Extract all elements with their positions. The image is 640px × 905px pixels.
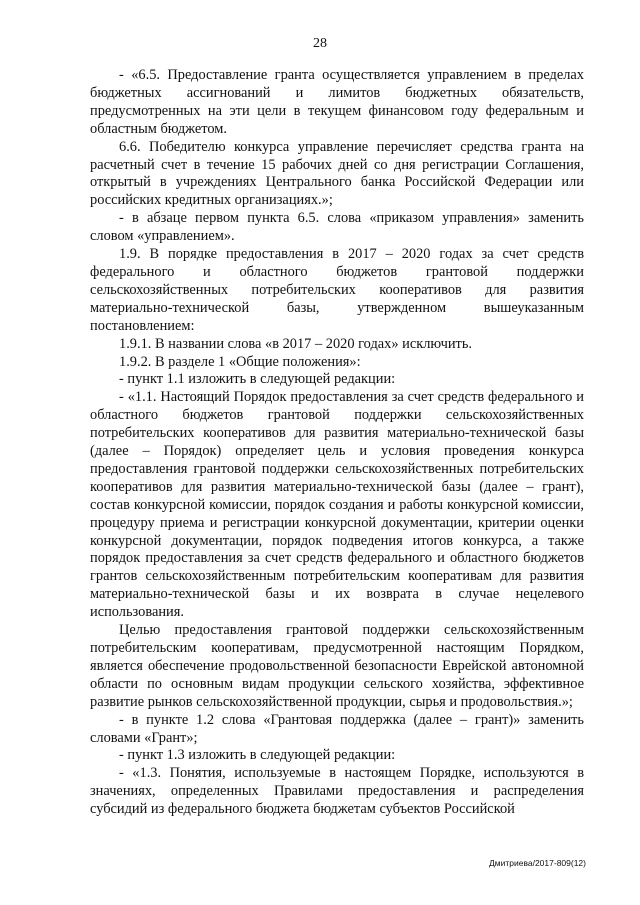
document-code: Дмитриева/2017-809(12): [489, 858, 586, 868]
paragraph-1-9: 1.9. В порядке предоставления в 2017 – 2020 годах за счет средств федерального и областного бюджетов грантовой поддержки сельскохозяйственных потребительских кооперативов для развития материально-технической базы, утвержденном вышеуказанным постановлением:: [90, 246, 584, 334]
paragraph-amend-6-5: - в абзаце первом пункта 6.5. слова «приказом управления» заменить словом «управлением».: [90, 210, 584, 245]
paragraph-point-1-3-intro: - пункт 1.3 изложить в следующей редакции:: [119, 747, 396, 764]
document-body: [90, 67, 584, 819]
paragraph-purpose: Целью предоставления грантовой поддержки сельскохозяйственным потребительским кооперативам, предусмотренной настоящим Порядком, является обеспечение продовольственной безопасности Еврейской автономной области по основным видам продукции сельского хозяйства, эффективное развитие рынков сельскохозяйственной продукции, сырья и продовольствия.»;: [90, 622, 584, 710]
paragraph-1-3: - «1.3. Понятия, используемые в настоящем Порядке, используются в значениях, определенных Правилами предоставления и распределения субсидий из федерального бюджета бюджетам субъектов Российской: [90, 765, 584, 818]
paragraph-6-6: 6.6. Победителю конкурса управление перечисляет средства гранта на расчетный счет в течение 15 рабочих дней со дня регистрации Соглашения, открытый в учреждениях Центрального банка Российской Федерации или российских кредитных организациях.»;: [90, 138, 584, 209]
paragraph-point-1-1-intro: - пункт 1.1 изложить в следующей редакции:: [119, 371, 396, 388]
paragraph-1-9-1: 1.9.1. В названии слова «в 2017 – 2020 годах» исключить.: [119, 335, 473, 352]
paragraph-1-1: - «1.1. Настоящий Порядок предоставления за счет средств федерального и областного бюджетов грантовой поддержки сельскохозяйственных потребительских кооперативов для развития материально-технической базы (далее – Порядок) определяет цель и условия проведения конкурса предоставления грантовой поддержки сельскохозяйственных потребительских кооперативов для развития материально-технической базы (далее – грант), состав конкурсной комиссии, порядок создания и работы конкурсной комиссии, процедуру приема и регистрации конкурсной документации, критерии оценки конкурсной документации, порядок подведения итогов конкурса, а также порядок предоставления за счет средств федерального и областного бюджетов грантов сельскохозяйственным потребительским кооперативам для развития материально-технической базы и их возврата в случае нецелевого использования.: [90, 389, 584, 621]
paragraph-1-9-2: 1.9.2. В разделе 1 «Общие положения»:: [119, 353, 361, 370]
paragraph-1-2: - в пункте 1.2 слова «Грантовая поддержка (далее – грант)» заменить словами «Грант»;: [90, 711, 584, 746]
page-number: 28: [313, 36, 327, 51]
paragraph-6-5: - «6.5. Предоставление гранта осуществляется управлением в пределах бюджетных ассигнований и лимитов бюджетных обязательств, предусмотренных на эти цели в текущем финансовом году федеральным и областным бюджетом.: [90, 67, 584, 137]
